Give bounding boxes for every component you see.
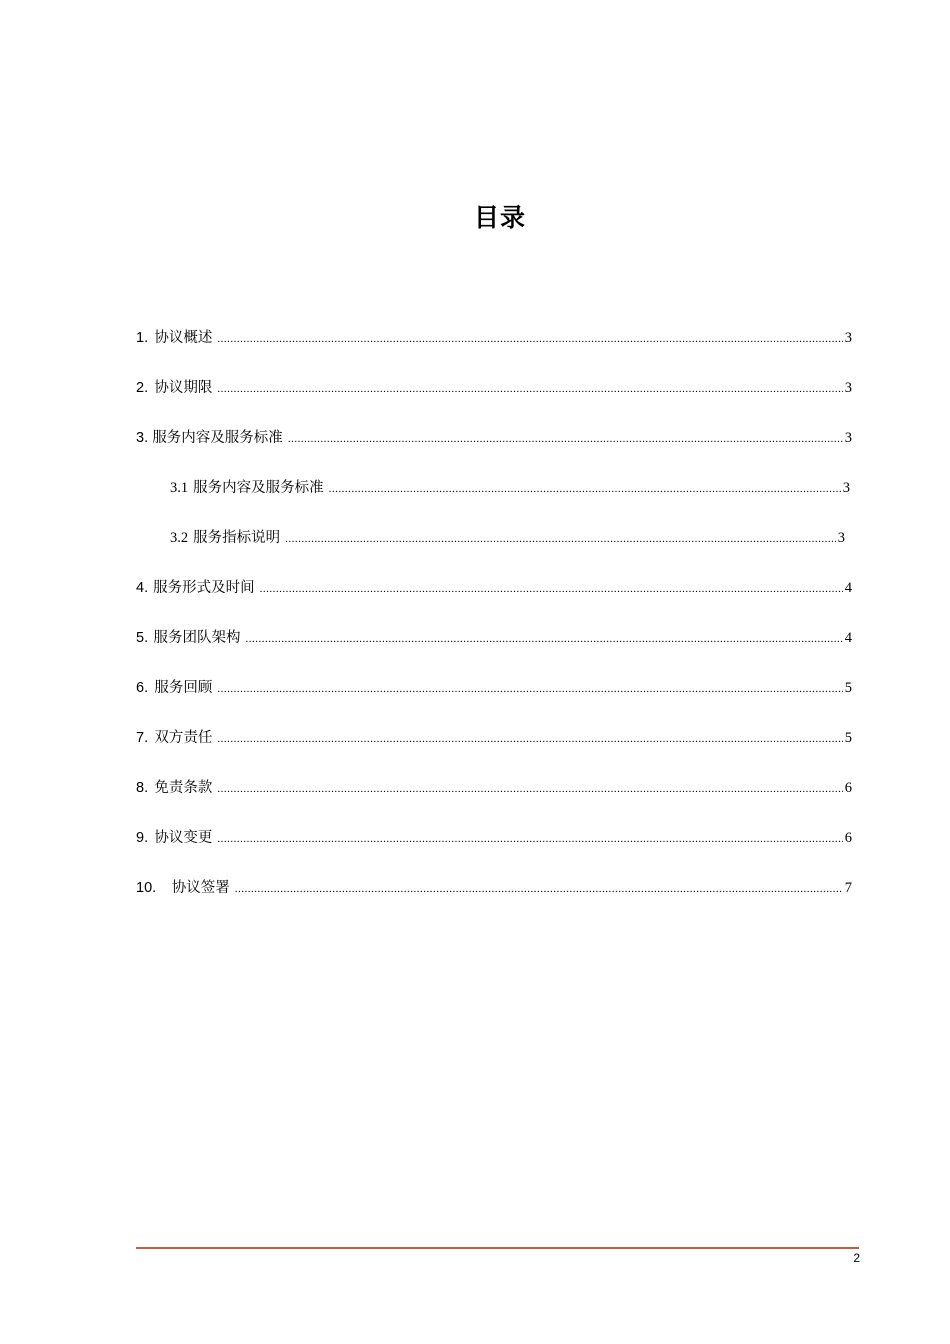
toc-entry-number: 4. [136, 580, 149, 596]
toc-entry-page: 3 [844, 330, 852, 346]
toc-entry-number: 8. [136, 780, 149, 796]
toc-entry-page: 5 [844, 730, 852, 746]
toc-entry-number: 2. [136, 380, 149, 396]
toc-leader-dots [217, 333, 842, 345]
toc-entry-page: 5 [844, 680, 852, 696]
toc-entry-label: 协议变更 [154, 830, 213, 846]
toc-entry-10[interactable] [136, 876, 852, 898]
toc-leader-dots [217, 783, 842, 795]
toc-entry-number: 6. [136, 680, 149, 696]
toc-entry-number: 3.2 [170, 530, 189, 546]
toc-entry-7[interactable] [136, 726, 852, 748]
toc-entry-1[interactable] [136, 326, 852, 348]
toc-entry-label: 免责条款 [154, 780, 213, 796]
toc-leader-dots [329, 483, 841, 495]
toc-leader-dots [235, 883, 843, 895]
toc-entry-5[interactable] [136, 626, 852, 648]
toc-entry-9[interactable] [136, 826, 852, 848]
toc-entry-label: 协议签署 [171, 880, 230, 896]
page-title: 目录 [473, 203, 526, 232]
toc-entry-page: 4 [844, 630, 852, 646]
toc-leader-dots [260, 583, 843, 595]
toc-entry-page: 6 [844, 780, 852, 796]
toc-entry-label: 服务内容及服务标准 [193, 480, 324, 496]
toc-entry-number: 9. [136, 830, 149, 846]
toc-entry-3[interactable] [136, 426, 852, 448]
toc-entry-label: 服务指标说明 [193, 530, 281, 546]
toc-entry-label: 协议概述 [154, 330, 213, 346]
toc-entry-number: 5. [136, 630, 149, 646]
page-number: 2 [853, 1251, 860, 1265]
toc-entry-2[interactable] [136, 376, 852, 398]
toc-entry-3-2[interactable] [170, 526, 845, 548]
toc-leader-dots [217, 733, 842, 745]
toc-entry-label: 服务团队架构 [153, 630, 241, 646]
toc-entry-number: 10. [136, 880, 157, 896]
toc-entry-label: 服务形式及时间 [153, 580, 255, 596]
toc-entry-page: 3 [844, 430, 852, 446]
toc-leader-dots [285, 533, 836, 545]
toc-entry-page: 3 [844, 380, 852, 396]
toc-entry-label: 协议期限 [154, 380, 213, 396]
toc-leader-dots [217, 833, 842, 845]
toc-entry-page: 7 [844, 880, 852, 896]
toc-entry-3-1[interactable] [170, 476, 850, 498]
toc-entry-number: 3.1 [170, 480, 189, 496]
footer-rule [136, 1247, 859, 1249]
toc-leader-dots [288, 433, 843, 445]
toc-entry-page: 3 [842, 480, 850, 496]
toc-entry-number: 1. [136, 330, 149, 346]
toc-entry-label: 服务内容及服务标准 [152, 430, 283, 446]
toc-entry-page: 4 [844, 580, 852, 596]
toc-leader-dots [246, 633, 843, 645]
toc-entry-page: 3 [837, 530, 845, 546]
toc-entry-label: 服务回顾 [154, 680, 213, 696]
toc-entry-page: 6 [844, 830, 852, 846]
toc-entry-number: 3. [136, 430, 149, 446]
toc-entry-4[interactable] [136, 576, 852, 598]
toc-entry-6[interactable] [136, 676, 852, 698]
toc-entry-label: 双方责任 [154, 730, 213, 746]
toc-leader-dots [217, 383, 842, 395]
toc-leader-dots [217, 683, 842, 695]
toc-entry-8[interactable] [136, 776, 852, 798]
toc-entry-number: 7. [136, 730, 149, 746]
